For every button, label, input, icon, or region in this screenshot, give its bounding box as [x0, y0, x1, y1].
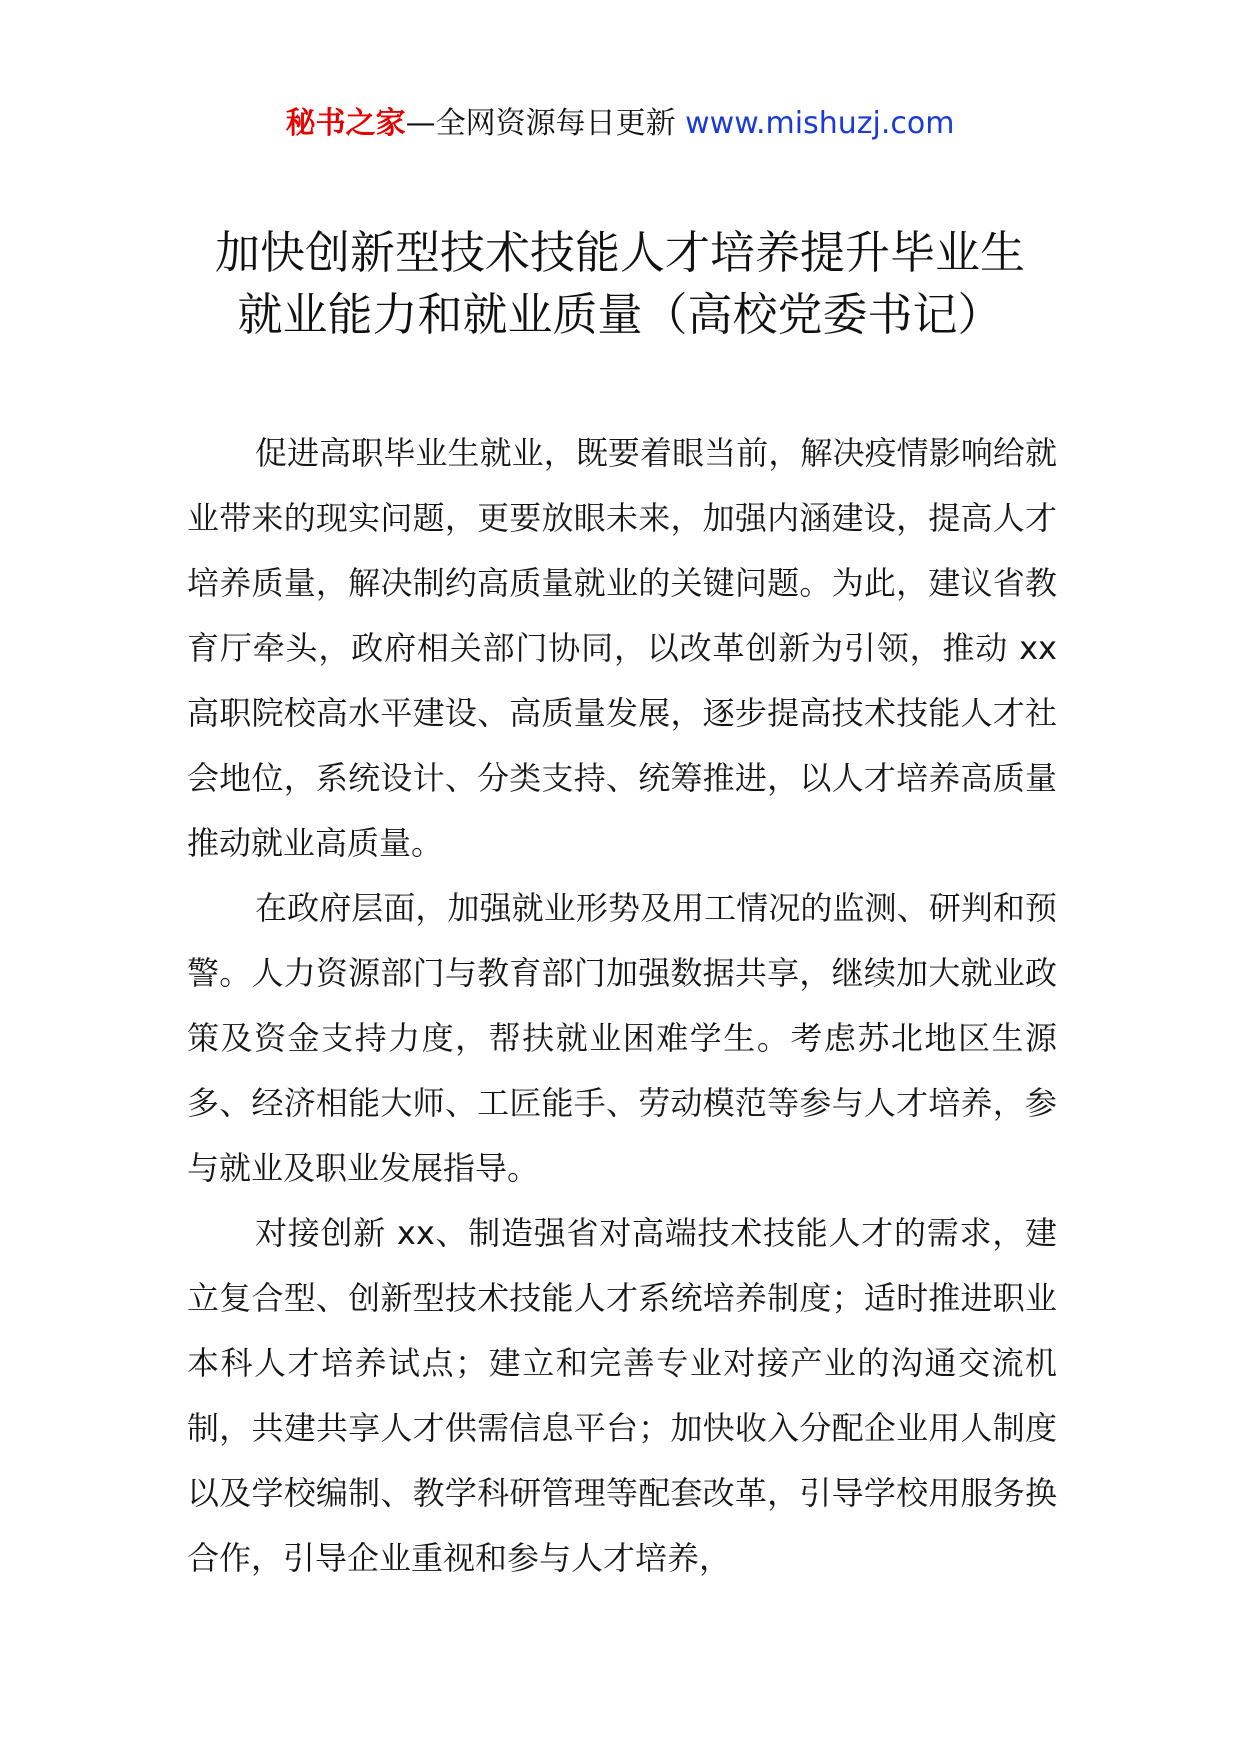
site-tagline: —全网资源每日更新: [405, 106, 686, 141]
site-url-link[interactable]: www.mishuzj.com: [685, 106, 955, 141]
title-line-1: 加快创新型技术技能人才培养提升毕业生: [214, 226, 1025, 279]
body-paragraph-2: 在政府层面，加强就业形势及用工情况的监测、研判和预警。人力资源部门与教育部门加强数据共享，继续加大就业政策及资金支持力度，帮扶就业困难学生。考虑苏北地区生源多、经济相能大师、工匠能手、劳动模范等参与人才培养，参与就业及职业发展指导。: [187, 889, 1057, 1187]
body-paragraph-1: 促进高职毕业生就业，既要着眼当前，解决疫情影响给就业带来的现实问题，更要放眼未来，加强内涵建设，提高人才培养质量，解决制约高质量就业的关键问题。为此，建议省教育厅牵头，政府相关部门协同，以改革创新为引领，推动 xx 高职院校高水平建设、高质量发展，逐步提高技术技能人才社会地位，系统设计、分类支持、统筹推进，以人才培养高质量推动就业高质量。: [187, 434, 1057, 862]
document-title: [150, 222, 1090, 346]
body-paragraph-3: 对接创新 xx、制造强省对高端技术技能人才的需求，建立复合型、创新型技术技能人才系统培养制度；适时推进职业本科人才培养试点；建立和完善专业对接产业的沟通交流机制，共建共享人才供需信息平台；加快收入分配企业用人制度以及学校编制、教学科研管理等配套改革，引导学校用服务换合作，引导企业重视和参与人才培养，: [187, 1214, 1057, 1577]
site-name: 秘书之家: [285, 106, 406, 141]
site-header: [0, 104, 1240, 144]
document-body: [187, 421, 1057, 1591]
title-line-2: 就业能力和就业质量（高校党委书记）: [237, 288, 1003, 341]
